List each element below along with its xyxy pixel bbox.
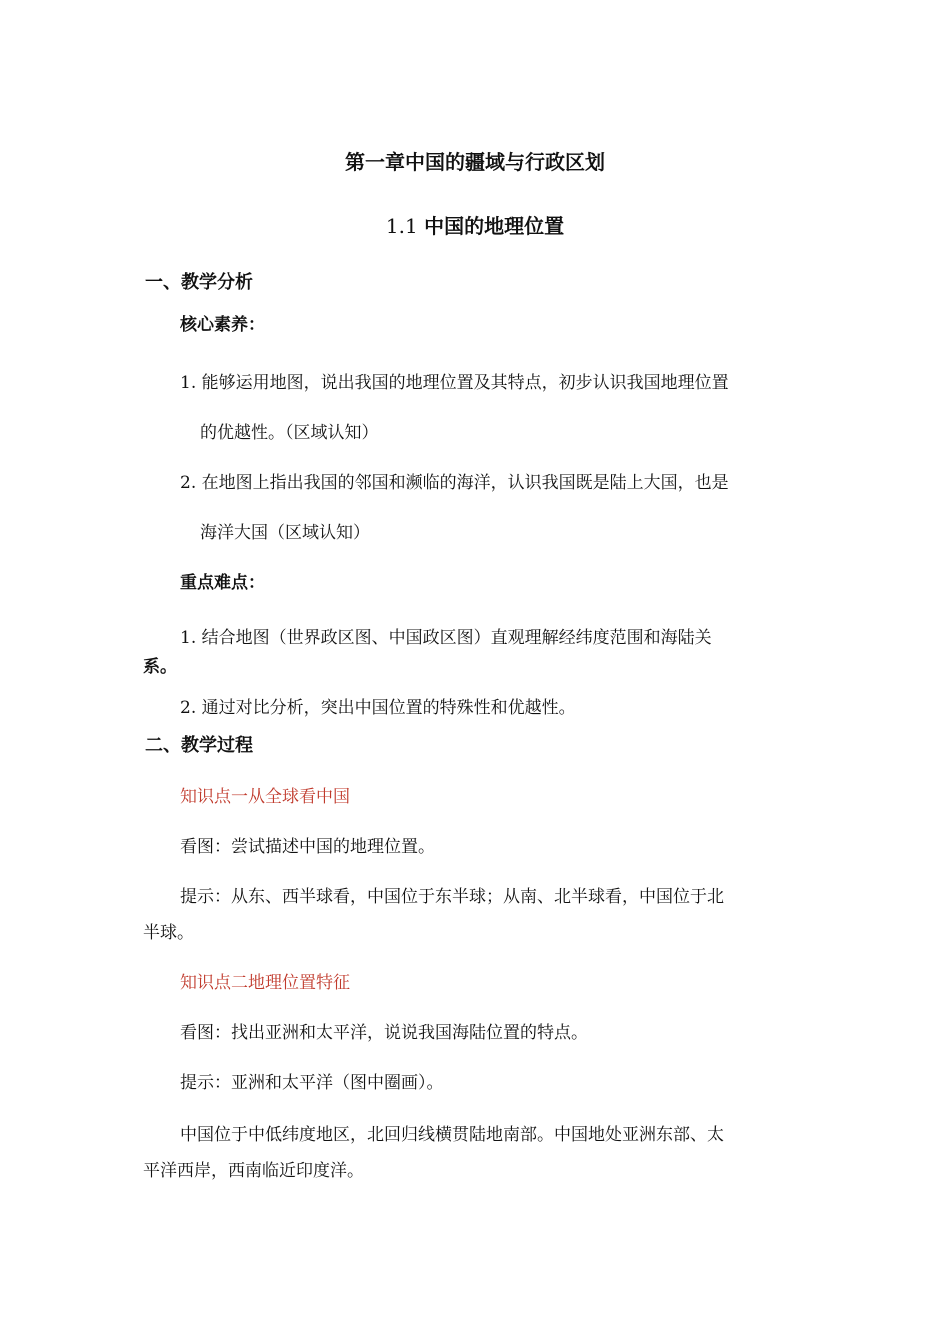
knowledge-point-2-title: 知识点二地理位置特征 xyxy=(180,973,350,993)
chapter-title: 第一章中国的疆域与行政区划 xyxy=(345,150,605,174)
heading-teaching-process: 二、教学过程 xyxy=(145,735,253,756)
section-name: 中国的地理位置 xyxy=(424,214,565,238)
kp1-look-prompt: 看图：尝试描述中国的地理位置。 xyxy=(180,837,435,857)
heading-teaching-analysis: 一、教学分析 xyxy=(145,272,253,293)
section-title xyxy=(0,210,950,239)
core-literacy-label: 核心素养： xyxy=(180,315,265,335)
section-number: 1.1 xyxy=(385,214,418,238)
key-item-1-line2: 系。 xyxy=(143,657,177,677)
kp2-paragraph-line2: 平洋西岸，西南临近印度洋。 xyxy=(143,1161,364,1181)
core-item-1-line1: 1. 能够运用地图，说出我国的地理位置及其特点，初步认识我国地理位置 xyxy=(180,373,729,393)
key-difficulty-label: 重点难点： xyxy=(180,573,265,593)
kp2-paragraph-line1: 中国位于中低纬度地区，北回归线横贯陆地南部。中国地处亚洲东部、太 xyxy=(180,1125,724,1145)
core-item-2-line2: 海洋大国（区域认知） xyxy=(200,523,370,543)
kp2-hint: 提示：亚洲和太平洋（图中圈画）。 xyxy=(180,1073,444,1093)
key-item-1-line1: 1. 结合地图（世界政区图、中国政区图）直观理解经纬度范围和海陆关 xyxy=(180,628,712,648)
kp1-hint-line1: 提示：从东、西半球看，中国位于东半球；从南、北半球看，中国位于北 xyxy=(180,887,724,907)
knowledge-point-1-title: 知识点一从全球看中国 xyxy=(180,787,350,807)
kp1-hint-line2: 半球。 xyxy=(143,923,194,943)
key-item-2: 2. 通过对比分析，突出中国位置的特殊性和优越性。 xyxy=(180,698,576,718)
core-item-2-line1: 2. 在地图上指出我国的邻国和濒临的海洋，认识我国既是陆上大国，也是 xyxy=(180,473,729,493)
kp2-look-prompt: 看图：找出亚洲和太平洋，说说我国海陆位置的特点。 xyxy=(180,1023,588,1043)
core-item-1-line2: 的优越性。（区域认知） xyxy=(200,423,379,443)
